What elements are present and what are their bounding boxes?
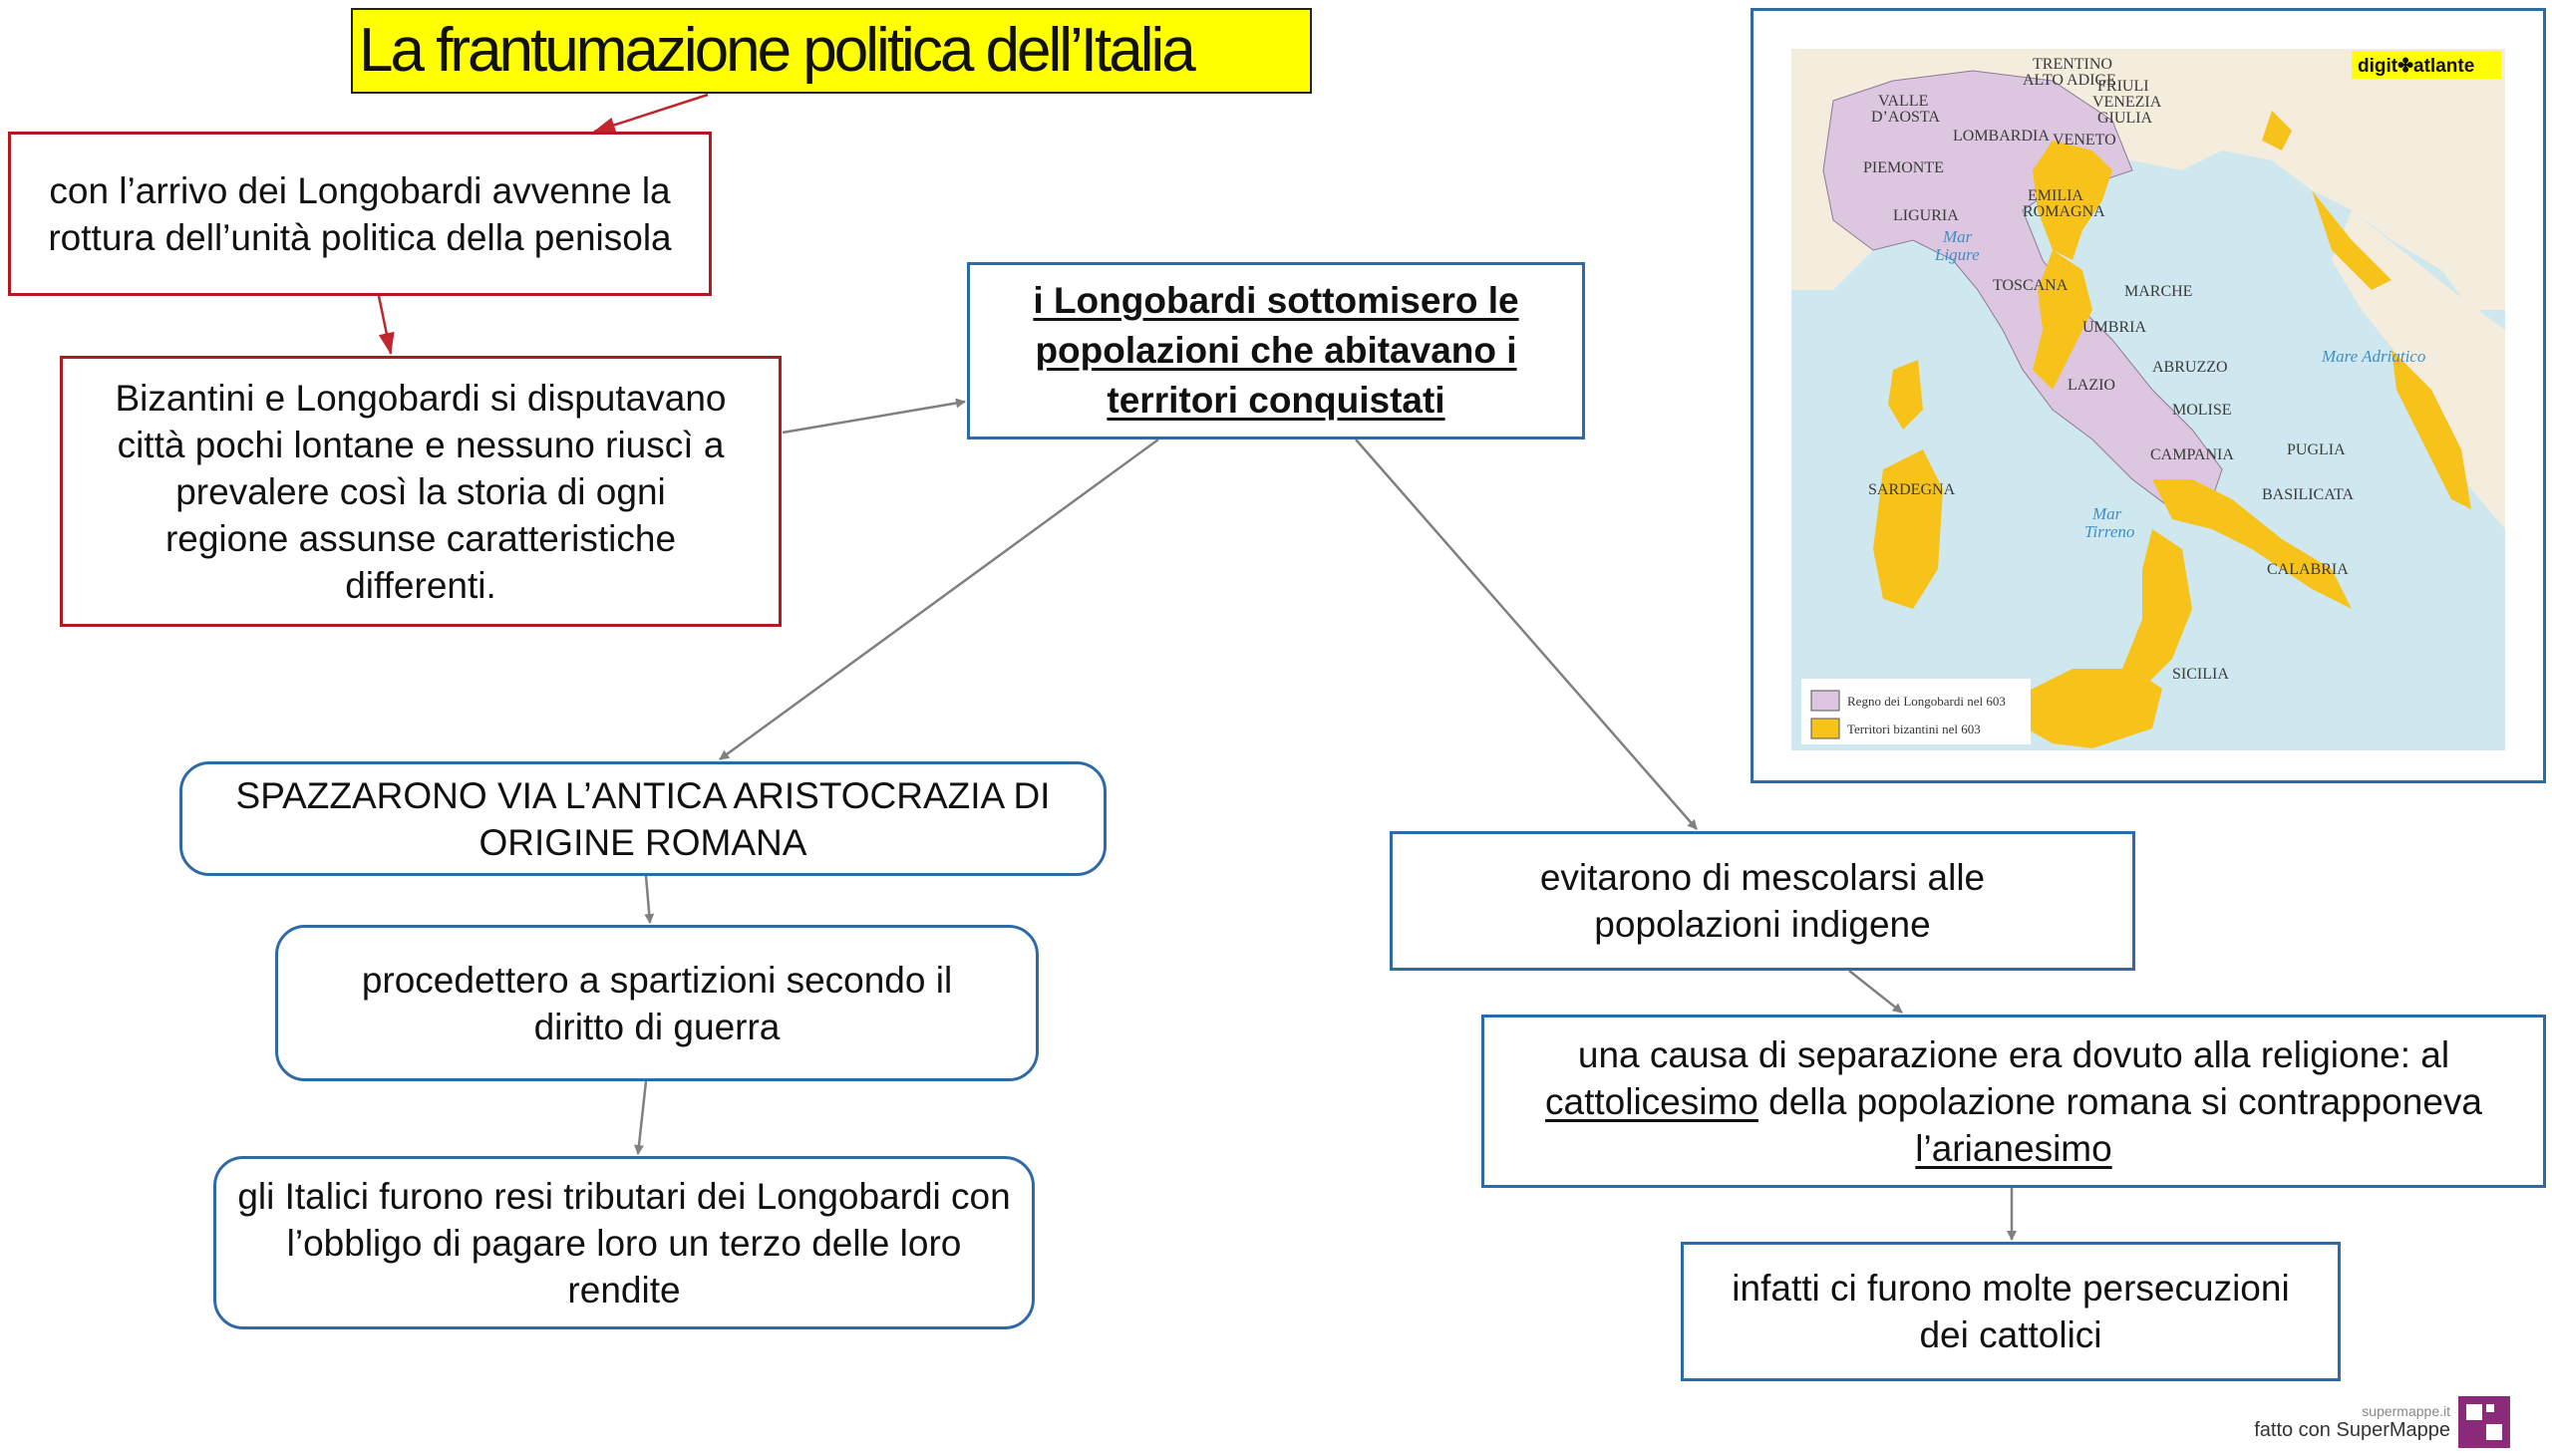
svg-text:D’AOSTA: D’AOSTA: [1871, 109, 1940, 126]
map-frame: [1751, 8, 2546, 783]
node-spazzarono[interactable]: SPAZZARONO VIA L’ANTICA ARISTOCRAZIA DI ORIGINE ROMANA: [179, 761, 1107, 876]
italy-map: [1754, 11, 2543, 780]
svg-text:PIEMONTE: PIEMONTE: [1863, 159, 1944, 176]
svg-text:Ligure: Ligure: [1935, 245, 1980, 264]
svg-text:VALLE: VALLE: [1878, 93, 1929, 110]
svg-text:MOLISE: MOLISE: [2172, 402, 2232, 419]
svg-text:CAMPANIA: CAMPANIA: [2150, 446, 2234, 463]
node-tributari[interactable]: gli Italici furono resi tributari dei Longobardi con l’obbligo di pagare loro un terzo delle loro rendite: [213, 1156, 1035, 1329]
svg-text:TRENTINO: TRENTINO: [2033, 56, 2112, 73]
node-persecuzioni[interactable]: infatti ci furono molte persecuzioni dei cattolici: [1681, 1242, 2341, 1381]
arrow-sottomisero-to-evitarono: [1356, 439, 1697, 829]
svg-text:LOMBARDIA: LOMBARDIA: [1953, 128, 2050, 145]
svg-text:Mare Adriatico: Mare Adriatico: [2322, 347, 2426, 366]
footer-made-with: fatto con SuperMappe: [2254, 1418, 2450, 1441]
svg-text:Mar: Mar: [2092, 504, 2122, 523]
arrow-spartizioni-to-tributari: [638, 1081, 646, 1154]
node-sottomisero[interactable]: [967, 262, 1585, 439]
svg-text:BASILICATA: BASILICATA: [2262, 486, 2355, 503]
svg-text:ALTO ADIGE: ALTO ADIGE: [2023, 72, 2116, 89]
svg-text:LAZIO: LAZIO: [2068, 377, 2115, 394]
arrow-bizantini-to-sottomisero: [783, 402, 965, 433]
svg-text:MARCHE: MARCHE: [2124, 283, 2193, 300]
svg-text:VENETO: VENETO: [2053, 132, 2116, 148]
svg-text:GIULIA: GIULIA: [2097, 110, 2153, 127]
arrow-spazzarono-to-spartizioni: [646, 876, 650, 923]
svg-text:UMBRIA: UMBRIA: [2082, 319, 2147, 336]
svg-text:SICILIA: SICILIA: [2172, 666, 2229, 683]
svg-text:LIGURIA: LIGURIA: [1893, 207, 1959, 224]
svg-text:FRIULI: FRIULI: [2097, 78, 2149, 95]
svg-text:PUGLIA: PUGLIA: [2287, 441, 2346, 458]
religione-term-cattolicesimo: cattolicesimo: [1545, 1080, 1758, 1122]
node-religione-text: [1514, 1031, 2513, 1172]
arrow-title-to-arrivo: [594, 95, 708, 132]
supermappe-logo-icon: [2458, 1396, 2510, 1448]
religione-part1: una causa di separazione era dovuto alla religione: al: [1577, 1033, 2450, 1075]
page-title: La frantumazione politica dell’Italia: [351, 8, 1312, 94]
arrow-arrivo-to-bizantini: [379, 296, 391, 354]
svg-text:ABRUZZO: ABRUZZO: [2152, 359, 2228, 376]
svg-text:VENEZIA: VENEZIA: [2092, 94, 2162, 111]
svg-text:EMILIA: EMILIA: [2028, 187, 2083, 204]
footer-site: supermappe.it: [2362, 1402, 2450, 1419]
religione-part2: della popolazione romana si contrapponeva: [1757, 1080, 2482, 1122]
node-sottomisero-text: i Longobardi sottomisero le popolazioni che abitavano i territori conquistati: [1033, 280, 1519, 421]
legend-bizantini: Territori bizantini nel 603: [1847, 722, 1981, 736]
svg-text:CALABRIA: CALABRIA: [2267, 561, 2349, 578]
svg-text:TOSCANA: TOSCANA: [1993, 277, 2069, 294]
svg-text:Tirreno: Tirreno: [2084, 522, 2135, 541]
node-spartizioni[interactable]: procedettero a spartizioni secondo il diritto di guerra: [275, 925, 1039, 1081]
node-evitarono[interactable]: evitarono di mescolarsi alle popolazioni indigene: [1390, 831, 2135, 971]
arrow-sottomisero-to-spazzarono: [720, 439, 1158, 759]
node-religione[interactable]: [1481, 1015, 2546, 1188]
map-brand: digit✤atlante: [2358, 56, 2475, 77]
arrow-evitarono-to-religione: [1849, 971, 1902, 1013]
footer: [2254, 1396, 2510, 1448]
religione-term-arianesimo: l’arianesimo: [1915, 1127, 2112, 1169]
svg-text:SARDEGNA: SARDEGNA: [1868, 481, 1956, 498]
node-bizantini[interactable]: Bizantini e Longobardi si disputavano città pochi lontane e nessuno riuscì a prevalere così la storia di ogni regione assunse caratteristiche differenti.: [60, 356, 782, 627]
legend-swatch-bizantini: [1811, 719, 1839, 738]
svg-text:Mar: Mar: [1943, 227, 1973, 246]
node-arrivo[interactable]: con l’arrivo dei Longobardi avvenne la rottura dell’unità politica della penisola: [8, 132, 712, 296]
svg-text:ROMAGNA: ROMAGNA: [2023, 203, 2105, 220]
legend-longobardi: Regno dei Longobardi nel 603: [1847, 694, 2006, 709]
legend-swatch-longobardi: [1811, 691, 1839, 711]
